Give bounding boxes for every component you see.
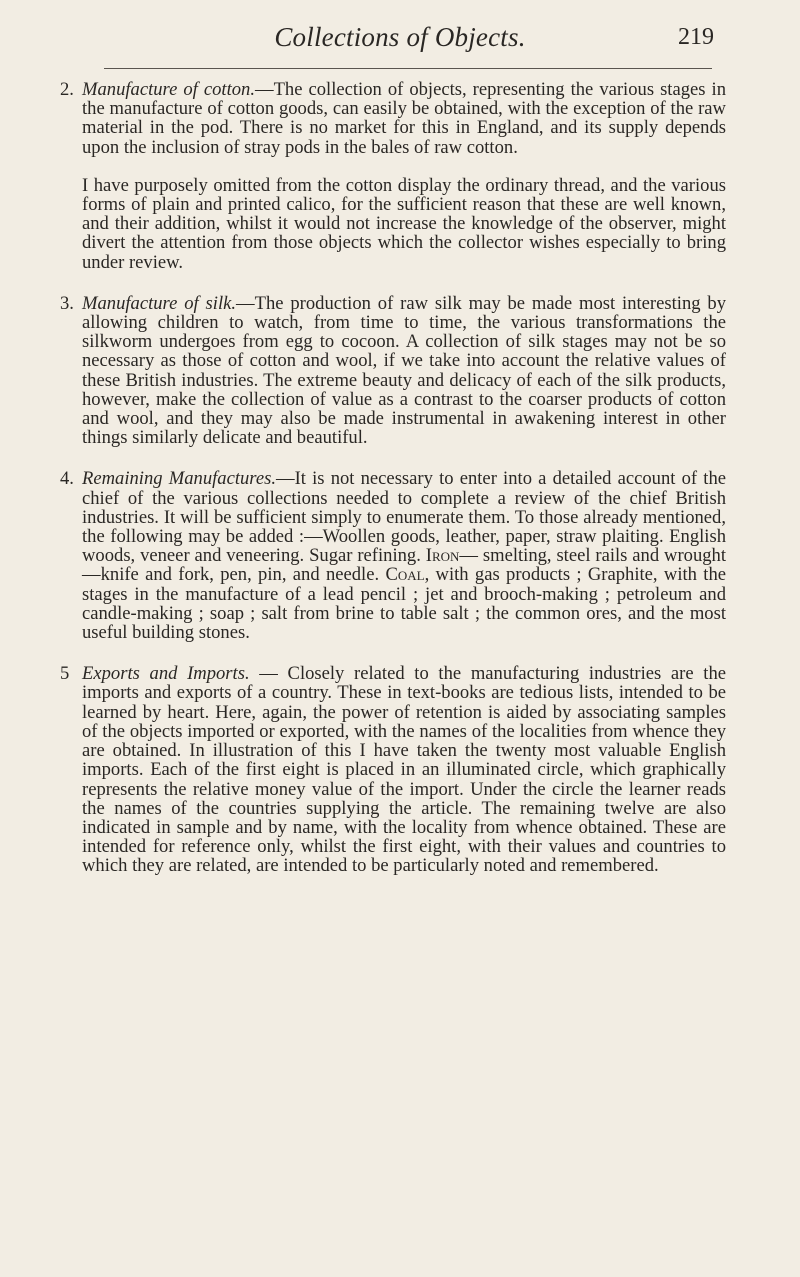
paragraph-text: , with gas products ; Graphite, with the stages in the manufacture of a lead pencil ; jet and brooch-making ; petroleum and candle-making ; soap ; salt from brine to table salt ; the common ores, and the most useful building stones. (82, 564, 726, 644)
section-number: 2. (60, 79, 74, 100)
paragraph (82, 469, 726, 642)
section-heading: Manufacture of cotton. (82, 79, 255, 100)
running-title: Collections of Objects. (274, 22, 526, 52)
paragraph-text: —The collection of objects, representing the various stages in the manufacture of cotton goods, can easily be obtained, with the exception of the raw material in the pod. There is no market for this in England, and its supply depends upon the inclusion of stray pods in the bales of raw cotton. (82, 79, 726, 158)
paragraph-text: —The production of raw silk may be made most interesting by allowing children to watch, from time to time, the various transformations the silkworm undergoes from egg to cocoon. A collection of silk stages may not be so necessary as those of cotton and wool, if we take into account the relative values of these British industries. The extreme beauty and delicacy of each of the silk products, however, make the collection of value as a contrast to the coarser products of cotton and wool, and they may also be made instrumental in awakening interest in other things similarly delicate and beautiful. (82, 292, 726, 449)
paragraph (82, 176, 726, 272)
section-silk (60, 294, 726, 448)
paragraph (82, 664, 726, 875)
term-coal: Coal (385, 564, 425, 586)
paragraph (82, 294, 726, 448)
section-heading: Manufacture of silk. (82, 292, 237, 314)
header-rule (104, 68, 712, 69)
section-cotton (60, 80, 726, 272)
section-remaining-manufactures (60, 469, 726, 642)
paragraph-text: — Closely related to the manufacturing industries are the imports and exports of a country. These in text-books are tedious lists, intended to be learned by heart. Here, again, the power of retention is aided by associating samples of the objects imported or exported, with the names of the localities from whence they are obtained. In illustration of this I have taken the twenty most valuable English imports. Each of the first eight is placed in an illuminated circle, which graphically represents the relative money value of the import. Under the circle the learner reads the names of the countries supplying the article. The remaining twelve are also indicated in sample and by name, with the locality from whence obtained. These are intended for reference only, whilst the first eight, with their values and countries to which they are related, are intended to be particularly noted and remembered. (82, 663, 726, 877)
term-iron: Iron (425, 545, 460, 567)
paragraph-text: I have purposely omitted from the cotton display the ordinary thread, and the various forms of plain and printed calico, for the sufficient reason that these are well known, and their addition, whilst it would not increase the knowledge of the observer, might divert the attention from those objects which the collector wishes especially to bring under review. (82, 174, 726, 273)
body-text (60, 80, 726, 876)
running-head (0, 22, 800, 58)
page-number: 219 (678, 24, 714, 50)
section-number: 4. (60, 468, 74, 490)
paragraph-text: —It is not necessary to enter into a detailed account of the chief of the various collections needed to complete a review of the chief British industries. It will be sufficient simply to enumerate them. To those already mentioned, the following may be added :—Woollen goods, leather, paper, straw plaiting. English woods, veneer and veneering. Sugar refining. (82, 468, 726, 567)
section-number: 5 (60, 663, 70, 685)
paragraph (82, 80, 726, 157)
section-exports-imports (60, 664, 726, 875)
section-heading: Exports and Imports. (82, 663, 250, 685)
section-heading: Remaining Manufactures. (82, 468, 276, 490)
section-number: 3. (60, 292, 74, 314)
paragraph-text: — smelting, steel rails and wrought—knife and fork, pen, pin, and needle. (82, 545, 727, 586)
